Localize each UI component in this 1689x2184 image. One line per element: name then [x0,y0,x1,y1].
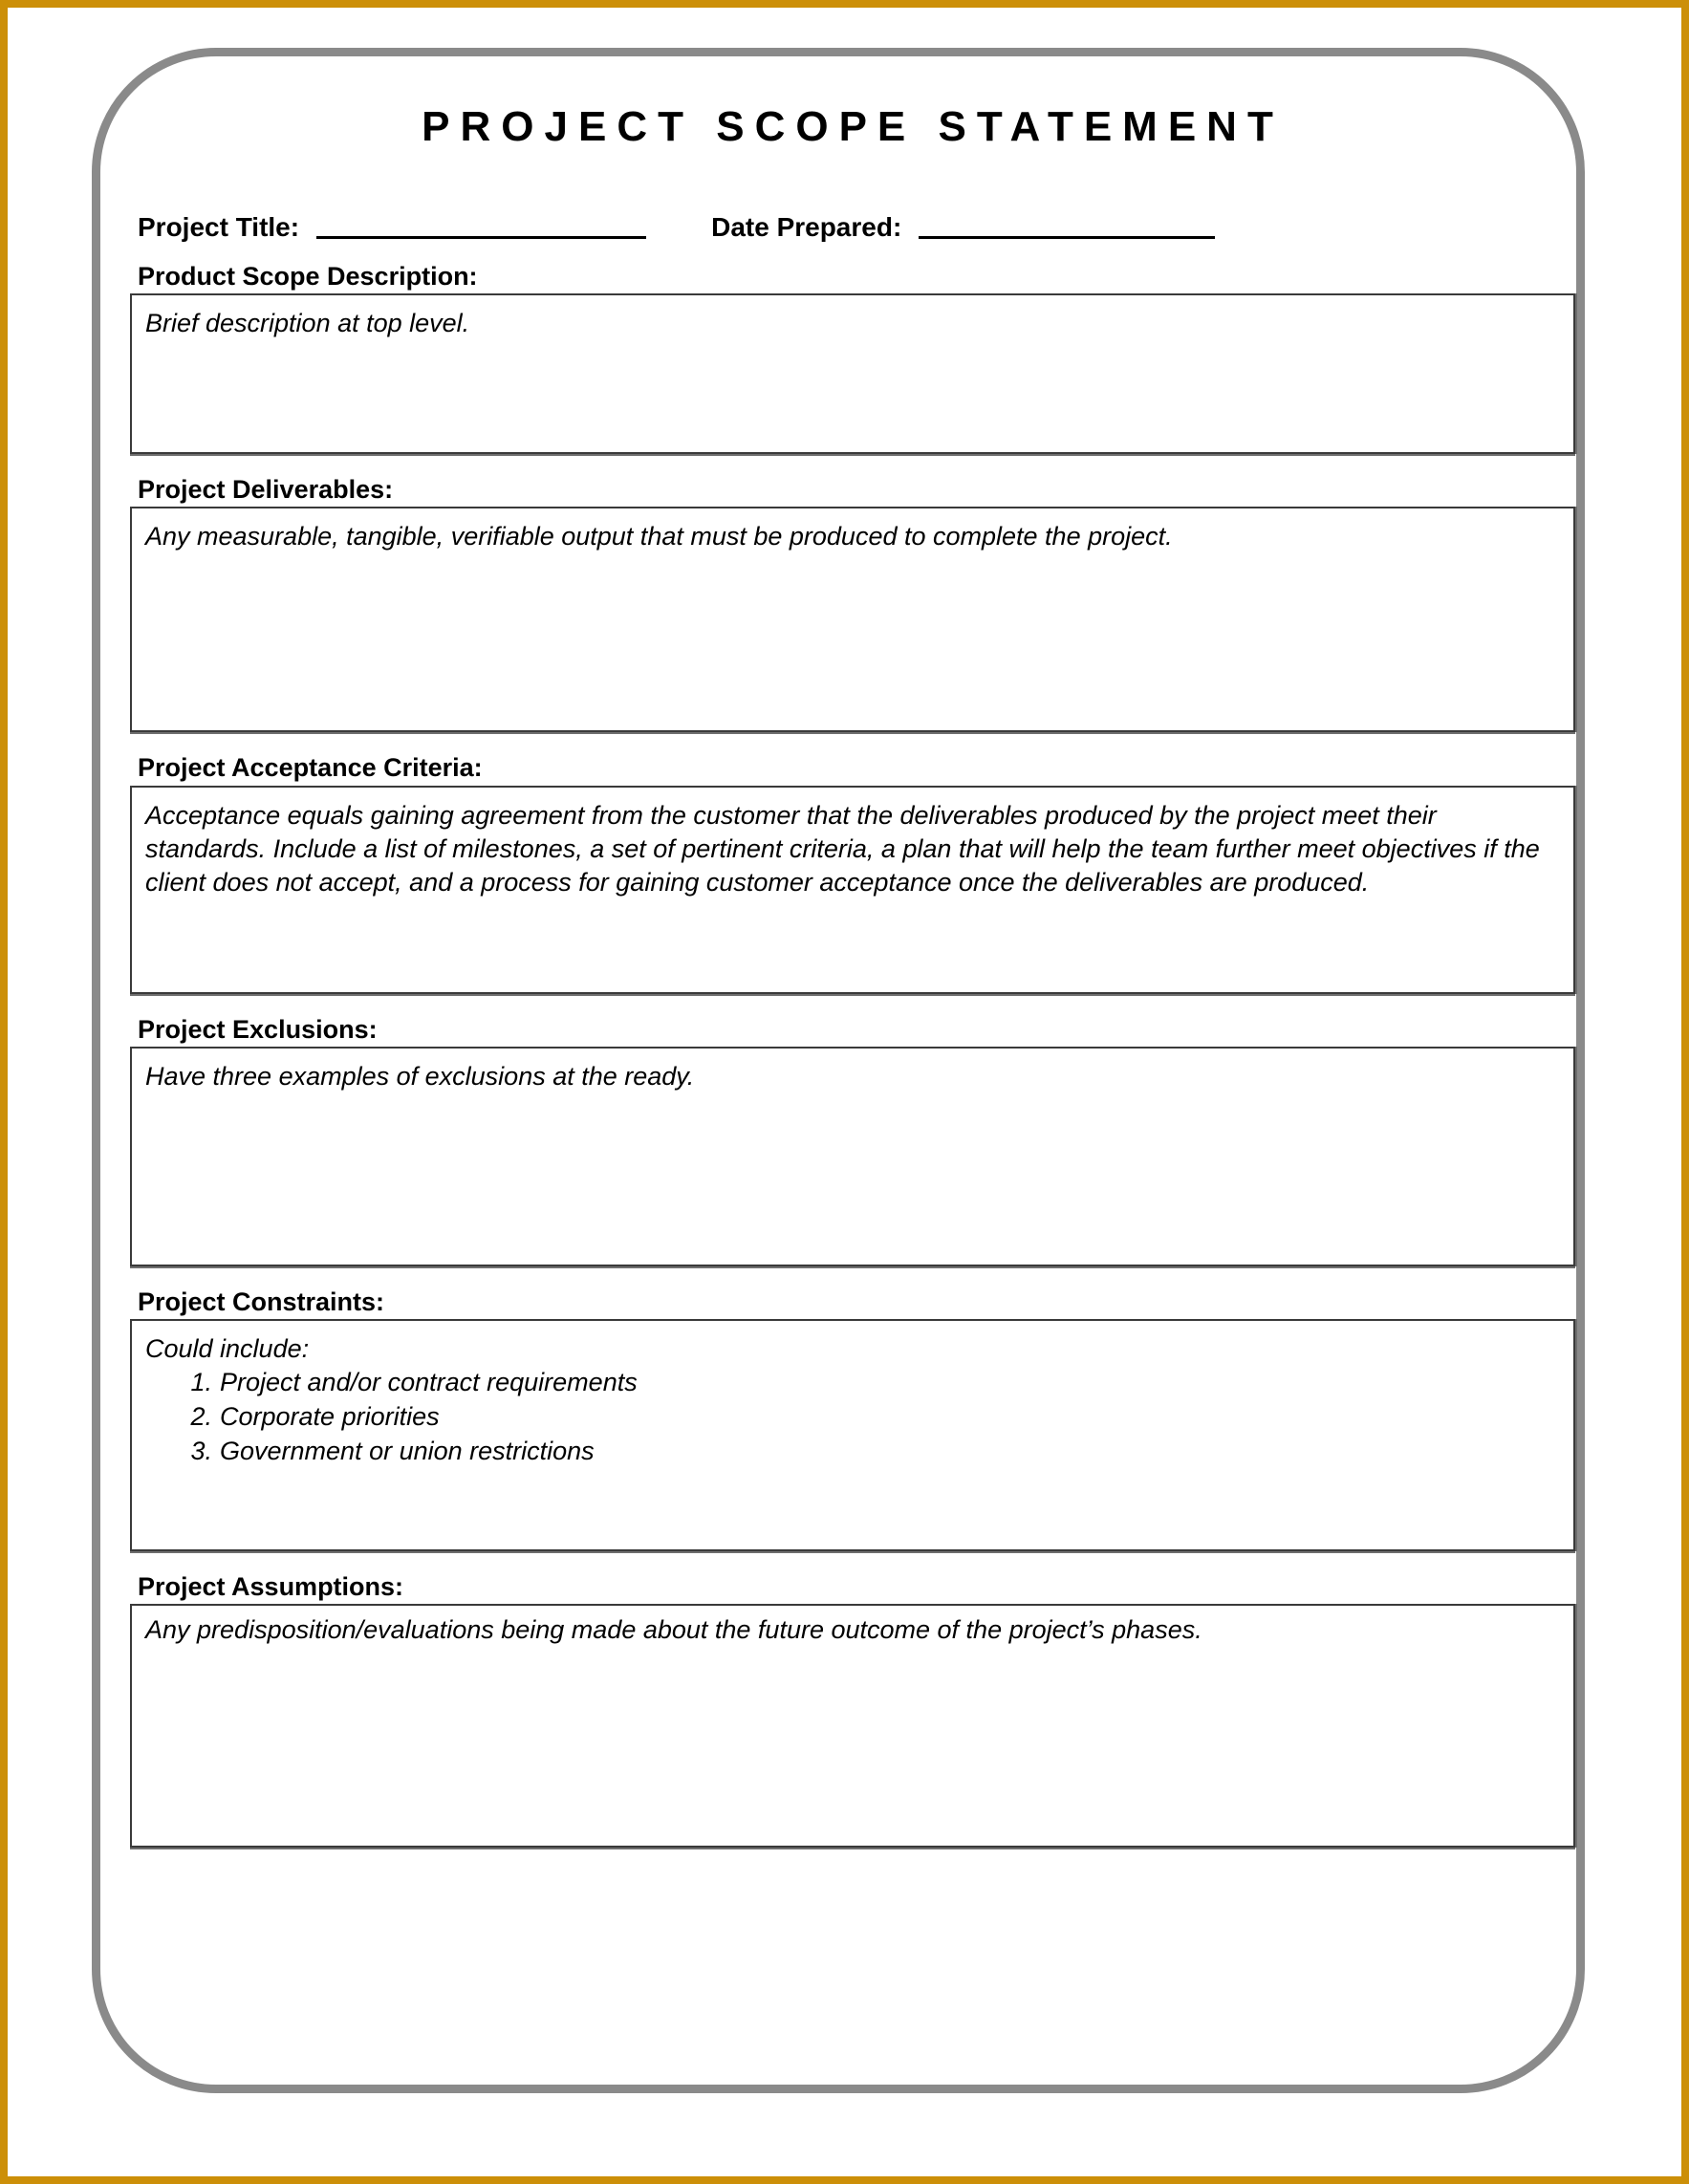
product-scope-description-label: Product Scope Description: [138,262,478,291]
list-item [190,1400,1560,1435]
project-deliverables-text: Any measurable, tangible, verifiable output that must be produced to complete the project. [145,522,1173,551]
project-constraints-label: Project Constraints: [138,1287,385,1316]
project-acceptance-criteria-field[interactable] [130,786,1575,994]
list-item-number: 3. [190,1436,212,1465]
project-exclusions-label: Project Exclusions: [138,1014,378,1044]
project-acceptance-criteria-label: Project Acceptance Criteria: [138,753,483,783]
project-title-label: Project Title: [138,212,300,242]
section-project-exclusions [130,1015,1575,1266]
section-product-scope-description [130,262,1575,454]
project-assumptions-field[interactable] [130,1604,1575,1848]
project-deliverables-label: Project Deliverables: [138,475,394,505]
project-assumptions-text: Any predisposition/evaluations being made about the future outcome of the project’s phases. [145,1615,1202,1645]
list-item-label: Project and/or contract requirements [220,1368,638,1397]
header-fields-row [130,214,1575,241]
project-assumptions-label: Project Assumptions: [138,1572,404,1602]
project-constraints-list [145,1366,1560,1468]
project-exclusions-text: Have three examples of exclusions at the ready. [145,1061,695,1091]
section-project-acceptance-criteria [130,753,1575,993]
list-item-number: 2. [190,1401,212,1431]
list-item-label: Corporate priorities [220,1401,440,1431]
section-project-constraints [130,1287,1575,1551]
project-acceptance-criteria-text: Acceptance equals gaining agreement from the customer that the deliverables produced by the project meet their standards. Include a list of milestones, a set of pertinent criteria, a plan that will help the team further meet objectives if the client does not accept, and a process for gaining customer acceptance once the deliverables are produced. [145,800,1540,897]
date-prepared-input[interactable] [919,235,1215,239]
project-deliverables-field[interactable] [130,507,1575,732]
date-prepared-label: Date Prepared: [711,212,902,242]
project-constraints-field[interactable] [130,1319,1575,1551]
list-item-label: Government or union restrictions [220,1436,595,1465]
list-item [190,1366,1560,1400]
product-scope-description-text: Brief description at top level. [145,309,470,338]
project-title-input[interactable] [316,235,646,239]
section-project-assumptions [130,1572,1575,1848]
page-title: PROJECT SCOPE STATEMENT [422,103,1284,150]
project-exclusions-field[interactable] [130,1047,1575,1266]
list-item [190,1435,1560,1469]
project-constraints-intro: Could include: [145,1334,310,1364]
form-content [130,48,1575,1848]
section-project-deliverables [130,475,1575,732]
list-item-number: 1. [190,1368,212,1397]
product-scope-description-field[interactable] [130,293,1575,454]
